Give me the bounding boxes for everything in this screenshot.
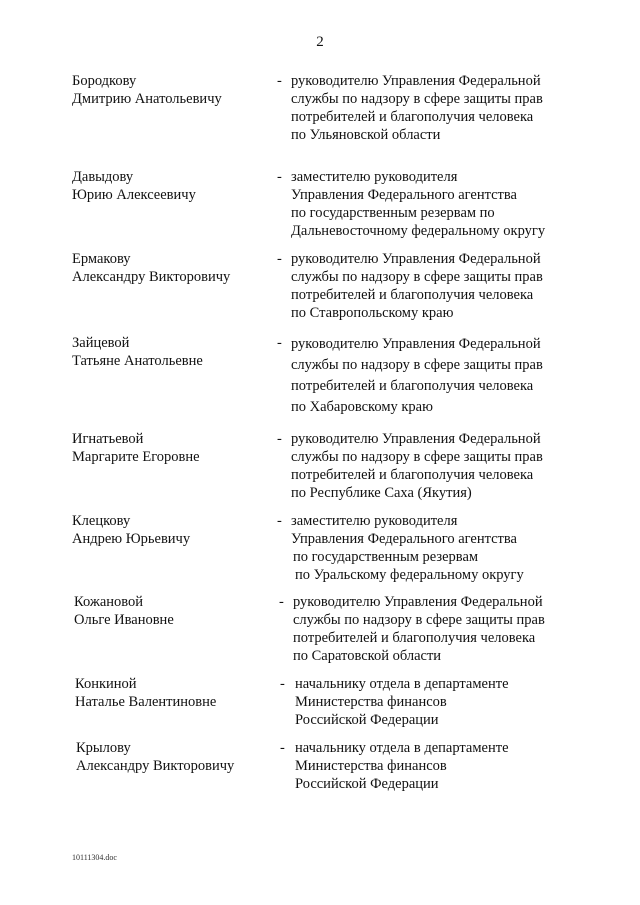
given-name: Татьяне Анатольевне — [72, 353, 203, 369]
position-line: Министерства финансов — [295, 758, 447, 774]
given-name: Наталье Валентиновне — [75, 694, 217, 710]
given-name: Дмитрию Анатольевичу — [72, 91, 222, 107]
document-footer: 10111304.doc — [72, 853, 117, 862]
recipient-position — [291, 168, 545, 240]
surname: Клецкову — [72, 513, 131, 529]
position-line: по Уральскому федеральному округу — [295, 567, 524, 583]
position-line: по Республике Саха (Якутия) — [291, 485, 472, 501]
given-name: Ольге Ивановне — [74, 612, 174, 628]
position-line: службы по надзору в сфере защиты прав — [291, 91, 543, 107]
position-line: заместителю руководителя — [291, 169, 458, 185]
given-name: Юрию Алексеевичу — [72, 187, 196, 203]
recipient-name — [72, 72, 222, 108]
position-line: по Саратовской области — [293, 648, 442, 664]
recipient-name — [74, 593, 174, 629]
position-line: руководителю Управления Федеральной — [291, 73, 541, 89]
surname: Давыдову — [72, 169, 134, 185]
position-line: потребителей и благополучия человека — [291, 378, 534, 394]
position-line: по Ставропольскому краю — [291, 305, 454, 321]
recipient-name — [75, 675, 216, 711]
position-line: начальнику отдела в департаменте — [295, 740, 509, 756]
position-line: руководителю Управления Федеральной — [293, 594, 543, 610]
recipient-position — [295, 675, 509, 729]
position-line: Управления Федерального агентства — [291, 187, 517, 203]
dash-separator: - — [280, 676, 285, 692]
position-line: по Хабаровскому краю — [291, 399, 433, 415]
surname: Конкиной — [75, 676, 137, 692]
position-line: потребителей и благополучия человека — [291, 287, 534, 303]
dash-separator: - — [277, 513, 282, 529]
recipient-position — [291, 250, 543, 322]
given-name: Андрею Юрьевичу — [72, 531, 191, 547]
surname: Зайцевой — [72, 335, 130, 351]
surname: Крылову — [76, 740, 131, 756]
position-line: службы по надзору в сфере защиты прав — [291, 269, 543, 285]
surname: Бородкову — [72, 73, 137, 89]
position-line: заместителю руководителя — [291, 513, 458, 529]
dash-separator: - — [277, 73, 282, 89]
position-line: Российской Федерации — [295, 712, 439, 728]
recipient-name — [72, 334, 203, 370]
position-line: потребителей и благополучия человека — [291, 109, 534, 125]
position-line: Министерства финансов — [295, 694, 447, 710]
dash-separator: - — [277, 169, 282, 185]
position-line: по государственным резервам по — [291, 205, 495, 221]
recipient-name — [72, 430, 200, 466]
position-line: руководителю Управления Федеральной — [291, 336, 541, 352]
position-line: службы по надзору в сфере защиты прав — [291, 449, 543, 465]
surname: Ермакову — [72, 251, 131, 267]
position-line: по Ульяновской области — [291, 127, 441, 143]
dash-separator: - — [277, 431, 282, 447]
recipient-position — [291, 512, 524, 584]
recipient-position — [291, 334, 543, 418]
recipient-name — [76, 739, 234, 775]
position-line: по государственным резервам — [293, 549, 479, 565]
surname: Игнатьевой — [72, 431, 144, 447]
dash-separator: - — [279, 594, 284, 610]
position-line: потребителей и благополучия человека — [291, 467, 534, 483]
given-name: Александру Викторовичу — [72, 269, 231, 285]
recipient-position — [291, 72, 543, 144]
position-line: начальнику отдела в департаменте — [295, 676, 509, 692]
recipient-name — [72, 512, 190, 548]
position-line: потребителей и благополучия человека — [293, 630, 536, 646]
given-name: Маргарите Егоровне — [72, 449, 200, 465]
recipient-position — [295, 739, 509, 793]
recipient-position — [293, 593, 545, 665]
dash-separator: - — [277, 251, 282, 267]
page-number: 2 — [316, 34, 324, 50]
position-line: руководителю Управления Федеральной — [291, 431, 541, 447]
position-line: Дальневосточному федеральному округу — [291, 223, 546, 239]
position-line: службы по надзору в сфере защиты прав — [291, 357, 543, 373]
position-line: Российской Федерации — [295, 776, 439, 792]
position-line: службы по надзору в сфере защиты прав — [293, 612, 545, 628]
dash-separator: - — [280, 740, 285, 756]
surname: Кожановой — [74, 594, 144, 610]
recipient-name — [72, 168, 196, 204]
recipient-name — [72, 250, 230, 286]
dash-separator: - — [277, 335, 282, 351]
given-name: Александру Викторовичу — [76, 758, 235, 774]
position-line: Управления Федерального агентства — [291, 531, 517, 547]
recipient-position — [291, 430, 543, 502]
position-line: руководителю Управления Федеральной — [291, 251, 541, 267]
